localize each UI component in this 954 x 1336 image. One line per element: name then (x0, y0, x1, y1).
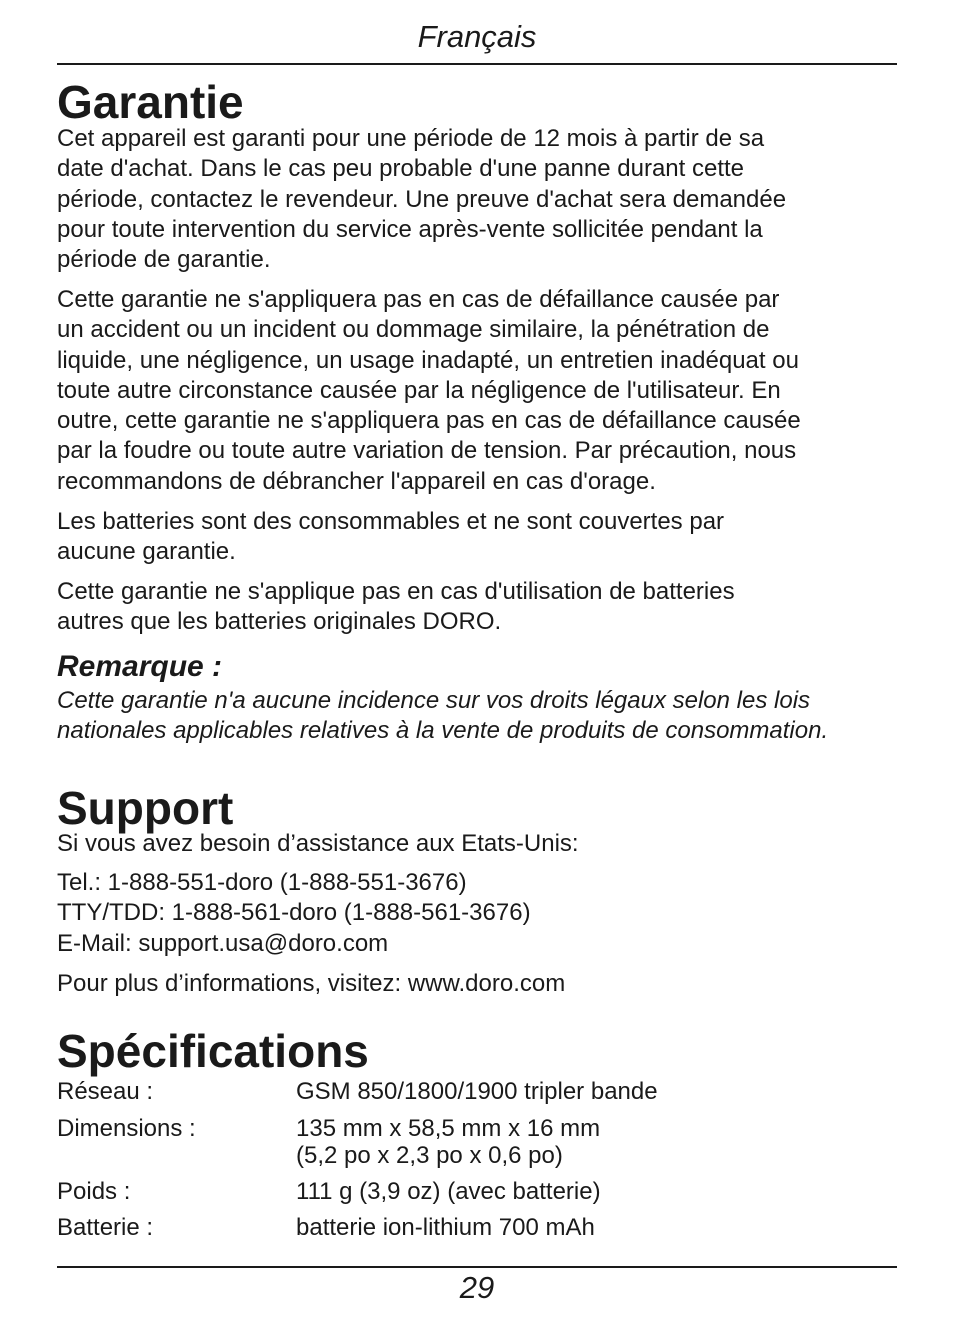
note-text (57, 686, 907, 747)
text-line: toute autre circonstance causée par la négligence de l'utilisateur. En (57, 376, 781, 404)
spec-value: 111 g (3,9 oz) (avec batterie) (296, 1178, 601, 1205)
text-line: nationales applicables relatives à la vente de produits de consommation. (57, 717, 829, 745)
text-line: Cet appareil est garanti pour une période de 12 mois à partir de sa (57, 125, 765, 152)
garantie-paragraph-4 (57, 577, 902, 638)
text-line: autres que les batteries originales DORO. (57, 608, 502, 636)
support-tty: TTY/TDD: 1-888-561-doro (1-888-561-3676) (57, 899, 531, 927)
footer-rule (57, 1266, 897, 1268)
header-rule (57, 63, 897, 65)
text-line: Les batteries sont des consommables et ne sont couvertes par (57, 508, 725, 535)
spec-value: (5,2 po x 2,3 po x 0,6 po) (296, 1142, 563, 1169)
section-title-support: Support (57, 782, 234, 834)
support-more-info: Pour plus d’informations, visitez: www.doro.com (57, 970, 566, 997)
page-number: 29 (459, 1270, 495, 1305)
text-line: Cette garantie ne s'applique pas en cas d'utilisation de batteries (57, 578, 735, 605)
text-line: pour toute intervention du service après-vente sollicitée pendant la (57, 215, 763, 243)
spec-label: Dimensions : (57, 1115, 196, 1142)
text-line: aucune garantie. (57, 538, 236, 566)
note-title: Remarque : (57, 650, 223, 683)
text-line: outre, cette garantie ne s'appliquera pas en cas de défaillance causée (57, 407, 801, 435)
spec-label: Batterie : (57, 1214, 154, 1241)
text-line: date d'achat. Dans le cas peu probable d'une panne durant cette (57, 155, 744, 183)
garantie-paragraph-2 (57, 285, 902, 497)
section-title-specifications: Spécifications (57, 1025, 369, 1077)
spec-label: Réseau : (57, 1078, 154, 1105)
spec-label: Poids : (57, 1178, 131, 1205)
text-line: recommandons de débrancher l'appareil en cas d'orage. (57, 467, 656, 495)
spec-value: batterie ion-lithium 700 mAh (296, 1214, 595, 1241)
support-email: E-Mail: support.usa@doro.com (57, 929, 389, 957)
text-line: Cette garantie ne s'appliquera pas en cas de défaillance causée par (57, 286, 780, 313)
garantie-paragraph-3 (57, 507, 902, 568)
text-line: par la foudre ou toute autre variation de tension. Par précaution, nous (57, 437, 797, 465)
text-line: liquide, une négligence, un usage inadapté, un entretien inadéquat ou (57, 346, 799, 374)
language-header: Français (417, 19, 537, 54)
text-line: période, contactez le revendeur. Une preuve d'achat sera demandée (57, 185, 787, 213)
support-phone: Tel.: 1-888-551-doro (1-888-551-3676) (57, 869, 467, 896)
spec-value: GSM 850/1800/1900 tripler bande (296, 1078, 658, 1105)
support-intro: Si vous avez besoin d’assistance aux Etats-Unis: (57, 830, 579, 857)
spec-value: 135 mm x 58,5 mm x 16 mm (296, 1115, 601, 1142)
section-title-garantie: Garantie (57, 76, 244, 128)
text-line: Cette garantie n'a aucune incidence sur vos droits légaux selon les lois (57, 687, 811, 714)
text-line: période de garantie. (57, 246, 271, 274)
text-line: un accident ou un incident ou dommage similaire, la pénétration de (57, 316, 770, 344)
support-contacts (57, 868, 902, 959)
garantie-paragraph-1 (57, 124, 902, 275)
